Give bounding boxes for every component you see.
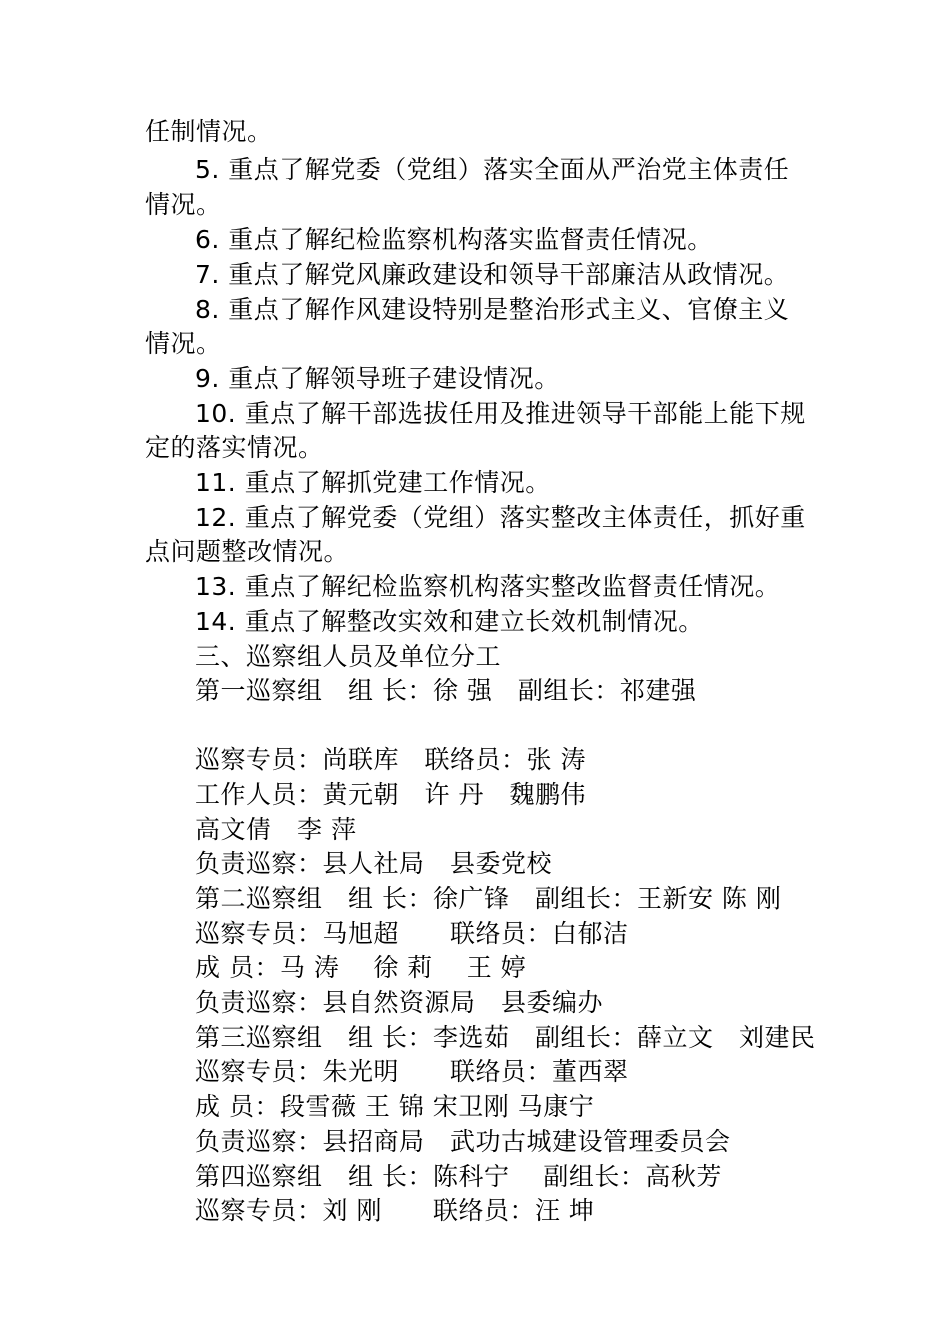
list-item-10: 10. 重点了解干部选拔任用及推进领导干部能上能下规 <box>195 399 806 428</box>
group-1-scope: 负责巡察：县人社局 县委党校 <box>195 849 553 878</box>
text-line: 情况。 <box>145 329 222 358</box>
list-item-11: 11. 重点了解抓党建工作情况。 <box>195 468 551 497</box>
group-3-scope: 负责巡察：县招商局 武功古城建设管理委员会 <box>195 1127 731 1156</box>
group-2-members: 成 员：马 涛 徐 莉 王 婷 <box>195 953 527 982</box>
list-item-9: 9. 重点了解领导班子建设情况。 <box>195 364 560 393</box>
section-heading: 三、巡察组人员及单位分工 <box>195 642 502 671</box>
list-item-6: 6. 重点了解纪检监察机构落实监督责任情况。 <box>195 225 713 254</box>
list-item-12: 12. 重点了解党委（党组）落实整改主体责任，抓好重 <box>195 503 806 532</box>
group-3-members: 成 员：段雪薇 王 锦 宋卫刚 马康宁 <box>195 1092 595 1121</box>
group-2-commissioner: 巡察专员：马旭超 联络员：白郁洁 <box>195 919 629 948</box>
list-item-8: 8. 重点了解作风建设特别是整治形式主义、官僚主义 <box>195 295 790 324</box>
group-1-commissioner: 巡察专员：尚联库 联络员：张 涛 <box>195 745 586 774</box>
text-line: 定的落实情况。 <box>145 433 324 462</box>
group-1-leaders: 第一巡察组 组 长：徐 强 副组长：祁建强 <box>195 676 697 705</box>
group-3-commissioner: 巡察专员：朱光明 联络员：董西翠 <box>195 1057 629 1086</box>
group-2-scope: 负责巡察：县自然资源局 县委编办 <box>195 988 604 1017</box>
list-item-13: 13. 重点了解纪检监察机构落实整改监督责任情况。 <box>195 572 781 601</box>
list-item-7: 7. 重点了解党风廉政建设和领导干部廉洁从政情况。 <box>195 260 790 289</box>
list-item-5: 5. 重点了解党委（党组）落实全面从严治党主体责任 <box>195 155 790 184</box>
list-item-14: 14. 重点了解整改实效和建立长效机制情况。 <box>195 607 704 636</box>
text-line: 任制情况。 <box>145 117 273 146</box>
text-line: 点问题整改情况。 <box>145 537 350 566</box>
group-2-leaders: 第二巡察组 组 长：徐广锋 副组长：王新安 陈 刚 <box>195 884 782 913</box>
group-1-staff: 工作人员：黄元朝 许 丹 魏鹏伟 <box>195 780 586 809</box>
group-1-staff-cont: 高文倩 李 萍 <box>195 815 357 844</box>
group-3-leaders: 第三巡察组 组 长：李选茹 副组长：薛立文 刘建民 <box>195 1023 816 1052</box>
text-line: 情况。 <box>145 190 222 219</box>
group-4-commissioner: 巡察专员：刘 刚 联络员：汪 坤 <box>195 1196 595 1225</box>
group-4-leaders: 第四巡察组 组 长：陈科宁 副组长：高秋芳 <box>195 1162 722 1191</box>
